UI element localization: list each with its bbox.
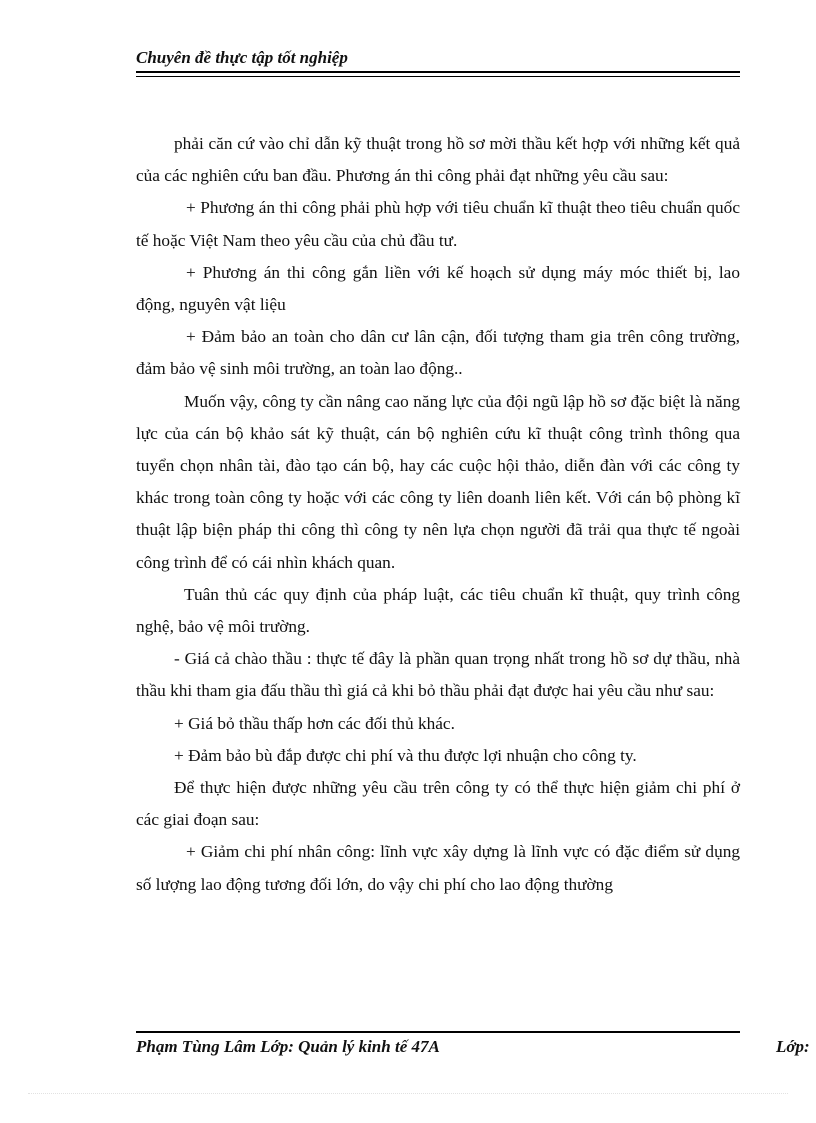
- paragraph: phải căn cứ vào chỉ dẫn kỹ thuật trong hồ sơ mời thầu kết hợp với những kết quả của các nghiên cứu ban đầu. Phương án thi công phải đạt những yêu cầu sau:: [136, 134, 740, 186]
- paragraph: + Phương án thi công gắn liền với kế hoạch sử dụng máy móc thiết bị, lao động, nguyên vật liệu: [136, 262, 740, 315]
- footer-class-label: Lớp:: [776, 1037, 810, 1056]
- paragraph: + Giá bỏ thầu thấp hơn các đối thủ khác.: [174, 713, 455, 733]
- paragraph: Để thực hiện được những yêu cầu trên công ty có thể thực hiện giảm chi phí ở các giai đoạn sau:: [136, 778, 740, 830]
- page-header-title: Chuyên đề thực tập tốt nghiệp: [136, 48, 348, 67]
- paragraph: - Giá cả chào thầu : thực tế đây là phần quan trọng nhất trong hồ sơ dự thầu, nhà thầu khi tham gia đấu thầu thì giá cả khi bỏ thầu phải đạt được hai yêu cầu như sau:: [136, 649, 740, 701]
- footer-rule: [136, 1031, 740, 1033]
- paragraph: + Đảm bảo bù đắp được chi phí và thu được lợi nhuận cho công ty.: [174, 745, 637, 765]
- paragraph: + Phương án thi công phải phù hợp với tiêu chuẩn kĩ thuật theo tiêu chuẩn quốc tế hoặc Việt Nam theo yêu cầu của chủ đầu tư.: [136, 198, 740, 250]
- paragraph: Muốn vậy, công ty cần nâng cao năng lực của đội ngũ lập hồ sơ đặc biệt là năng lực của cán bộ khảo sát kỹ thuật, cán bộ nghiên cứu kĩ thuật công trình thông qua tuyển chọn nhân tài, đào tạo cán bộ, hay các cuộc hội thảo, diễn đàn với các công ty khác trong toàn công ty hoặc với các công ty liên doanh liên kết. Với cán bộ phòng kĩ thuật lập biện pháp thi công thì công ty nên lựa chọn người đã trải qua thực tế ngoài công trình để có cái nhìn khách quan.: [136, 391, 740, 572]
- page-edge: [28, 1093, 788, 1094]
- header-double-rule: [136, 71, 740, 77]
- paragraph: + Giảm chi phí nhân công: lĩnh vực xây dựng là lĩnh vực có đặc điểm sử dụng số lượng lao động tương đối lớn, do vậy chi phí cho lao động thường: [136, 842, 740, 894]
- document-body: [136, 128, 740, 901]
- footer-author-class: Phạm Tùng Lâm Lớp: Quản lý kinh tế 47A: [136, 1037, 440, 1056]
- paragraph: + Đảm bảo an toàn cho dân cư lân cận, đối tượng tham gia trên công trường, đảm bảo vệ sinh môi trường, an toàn lao động..: [136, 327, 740, 379]
- paragraph: Tuân thủ các quy định của pháp luật, các tiêu chuẩn kĩ thuật, quy trình công nghệ, bảo vệ môi trường.: [136, 584, 740, 637]
